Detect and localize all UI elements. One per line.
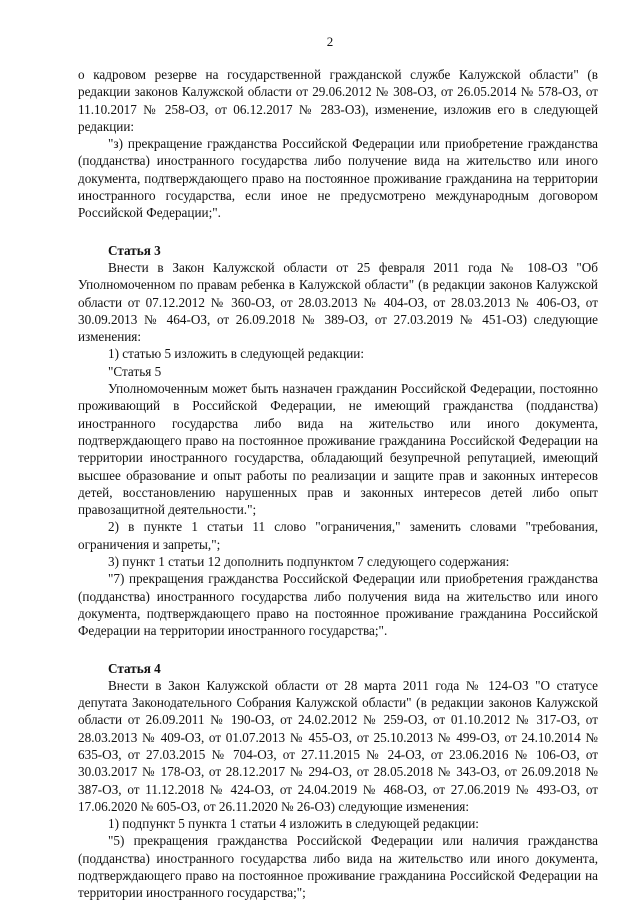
article-3-paragraph: "Статья 5 bbox=[108, 363, 162, 379]
article-3-heading: Статья 3 bbox=[108, 242, 161, 258]
article-3-paragraph: 1) статью 5 изложить в следующей редакции: bbox=[108, 346, 364, 362]
article-3-paragraph: 2) в пункте 1 статьи 11 слово "ограничения," заменить словами "требования, ограничения и запреты,"; bbox=[78, 519, 598, 552]
page-number: 2 bbox=[326, 34, 334, 49]
document-body bbox=[78, 66, 598, 902]
quoted-amendment: "з) прекращение гражданства Российской Федерации или приобретение гражданства (подданства) иностранного государства либо получение вида на жительство или иного документа, подтверждающего право на постоянное проживание гражданина на территории иностранного государства, если иное не предусмотрено международным договором Российской Федерации;". bbox=[78, 136, 598, 221]
article-3-paragraph: Уполномоченным может быть назначен гражданин Российской Федерации, постоянно проживающий в Российской Федерации, не имеющий гражданства (подданства) иностранного государства либо вида на жительство или иного документа, подтверждающего право на постоянное проживание гражданина Российской Федерации на территории иностранного государства, обладающий безупречной репутацией, имеющий высшее образование и опыт работы по реализации и защите прав и законных интересов детей, восстановлению нарушенных прав и законных интересов детей либо опыт правозащитной деятельности."; bbox=[78, 381, 598, 518]
article-3-paragraph: Внести в Закон Калужской области от 25 февраля 2011 года № 108-ОЗ "Об Уполномоченном по правам ребенка в Калужской области" (в редакции законов Калужской области от 07.12.2012 № 360-ОЗ, от 28.03.2013 № 404-ОЗ, от 28.03.2013 № 406-ОЗ, от 30.09.2013 № 464-ОЗ, от 26.09.2018 № 389-ОЗ, от 27.03.2019 № 451-ОЗ) следующие изменения: bbox=[78, 259, 598, 345]
article-4-paragraph: 1) подпункт 5 пункта 1 статьи 4 изложить в следующей редакции: bbox=[108, 816, 479, 832]
article-4-paragraph: "5) прекращения гражданства Российской Федерации или наличия гражданства (подданства) иностранного государства либо вида на жительство или иного документа, подтверждающего право на постоянное проживание гражданина Российской Федерации на территории иностранного государства;"; bbox=[78, 833, 598, 901]
article-4-paragraph: Внести в Закон Калужской области от 28 марта 2011 года № 124-ОЗ "О статусе депутата Законодательного Собрания Калужской области" (в редакции законов Калужской области от 26.09.2011 № 190-ОЗ, от 24.02.2012 № 259-ОЗ, от 01.10.2012 № 317-ОЗ, от 28.03.2013 № 409-ОЗ, от 01.07.2013 № 455-ОЗ, от 25.10.2013 № 499-ОЗ, от 24.10.2014 № 635-ОЗ, от 27.03.2015 № 704-ОЗ, от 27.11.2015 № 24-ОЗ, от 23.06.2016 № 106-ОЗ, от 30.03.2017 № 178-ОЗ, от 28.12.2017 № 294-ОЗ, от 28.05.2018 № 343-ОЗ, от 26.09.2018 № 387-ОЗ, от 11.12.2018 № 424-ОЗ, от 24.04.2019 № 468-ОЗ, от 27.06.2019 № 493-ОЗ, от 17.06.2020 № 605-ОЗ, от 26.11.2020 № 26-ОЗ) следующие изменения: bbox=[78, 677, 598, 814]
article-4-heading: Статья 4 bbox=[108, 660, 161, 676]
intro-paragraph: о кадровом резерве на государственной гражданской службе Калужской области" (в редакции законов Калужской области от 29.06.2012 № 308-ОЗ, от 26.05.2014 № 578-ОЗ, от 11.10.2017 № 258-ОЗ, от 06.12.2017 № 283-ОЗ), изменение, изложив его в следующей редакции: bbox=[78, 67, 598, 134]
article-3-paragraph: "7) прекращения гражданства Российской Федерации или приобретения гражданства (подданства) иностранного государства либо получения вида на жительство или иного документа, подтверждающего право на постоянное проживание гражданина Российской Федерации на территории иностранного государства;". bbox=[78, 571, 598, 639]
article-3-paragraph: 3) пункт 1 статьи 12 дополнить подпунктом 7 следующего содержания: bbox=[108, 554, 510, 570]
